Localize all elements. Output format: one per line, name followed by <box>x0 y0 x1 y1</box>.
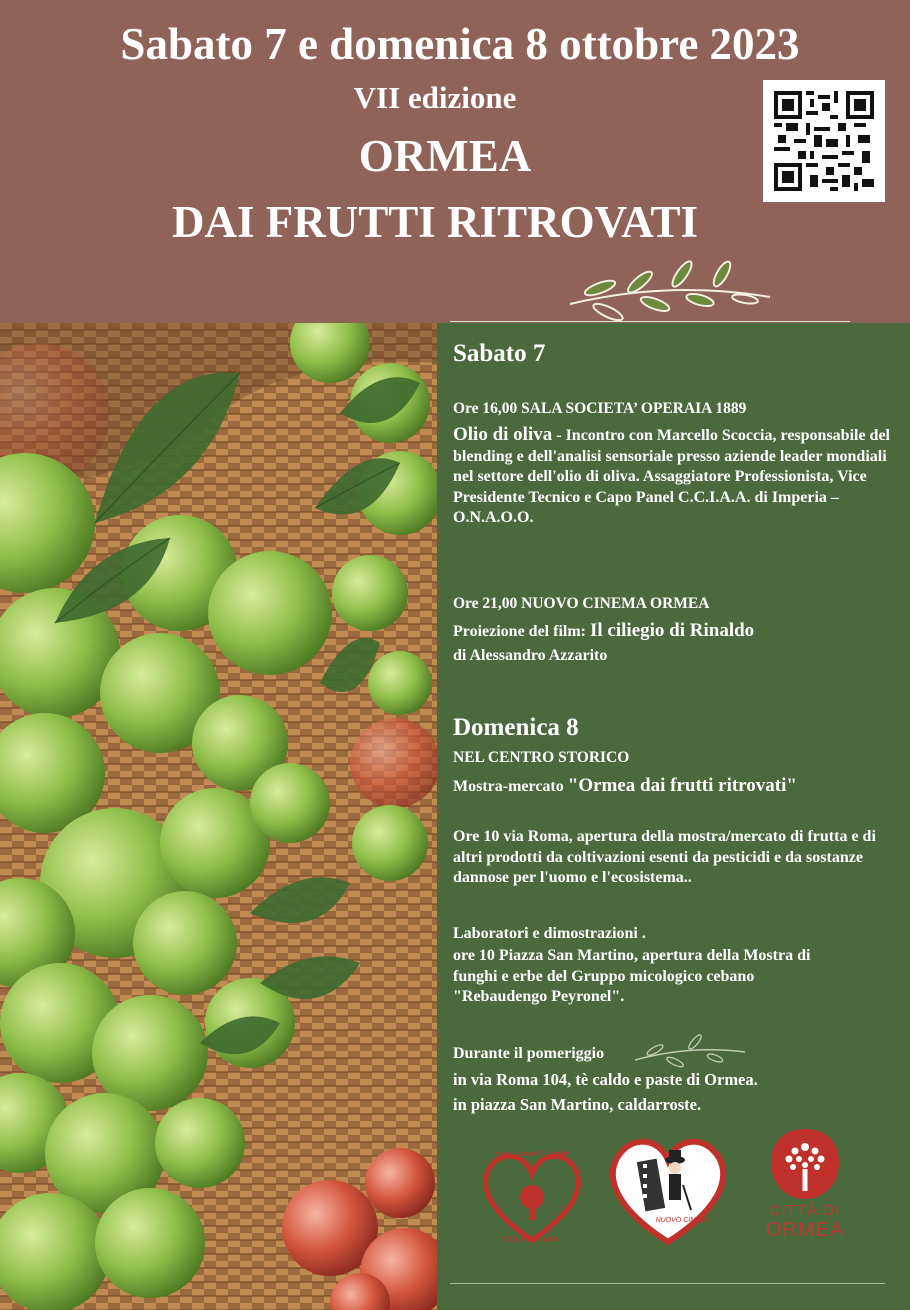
cinema-text: NUOVO CINEMA <box>655 1217 711 1224</box>
sunday-heading: Domenica 8 <box>453 714 579 741</box>
qr-code[interactable] <box>763 80 885 202</box>
association-text-bottom: L'ULMETA ODV <box>503 1235 561 1244</box>
sunday-location: NEL CENTRO STORICO <box>453 749 630 766</box>
title-line-2: DAI FRUTTI RITROVATI <box>172 197 698 247</box>
divider-bottom <box>450 1283 885 1284</box>
saturday-event2-film <box>453 620 754 642</box>
film-title: Il ciliegio di Rinaldo <box>590 620 755 641</box>
nuovo-cinema-logo <box>603 1130 733 1248</box>
film-prefix: Proiezione del film: <box>453 623 590 640</box>
afternoon-tea: in via Roma 104, tè caldo e paste di Ormea. <box>453 1070 758 1089</box>
saturday-event1-venue: Ore 16,00 SALA SOCIETA’ OPERAIA 1889 <box>453 400 747 417</box>
olive-sprig-icon <box>630 1030 750 1070</box>
divider-top <box>450 321 850 322</box>
olive-branch-icon <box>560 252 780 322</box>
citta-di-ormea-crest-icon <box>765 1125 845 1205</box>
saturday-event1-description <box>453 425 893 529</box>
edition-label: VII edizione <box>353 80 517 115</box>
qr-code-icon <box>774 91 874 191</box>
city-line-2: ORMEA <box>765 1219 845 1241</box>
association-ulmeta-logo <box>470 1142 595 1247</box>
sunday-market <box>453 775 797 797</box>
market-prefix: Mostra-mercato <box>453 778 568 795</box>
saturday-event2-venue: Ore 21,00 NUOVO CINEMA ORMEA <box>453 595 710 612</box>
afternoon-intro: Durante il pomeriggio <box>453 1045 605 1062</box>
event1-lead: Olio di oliva <box>453 424 553 445</box>
header-band <box>0 0 910 323</box>
sunday-mushrooms: ore 10 Piazza San Martino, apertura della Mostra di funghi e erbe del Gruppo micologico cebano "Rebaudengo Peyronel". <box>453 947 811 1005</box>
market-title: "Ormea dai frutti ritrovati" <box>567 775 797 796</box>
event-dates: Sabato 7 e domenica 8 ottobre 2023 <box>120 19 800 69</box>
film-director: di Alessandro Azzarito <box>453 647 608 664</box>
afternoon-chestnuts: in piazza San Martino, caldarroste. <box>453 1095 702 1114</box>
saturday-heading: Sabato 7 <box>453 340 546 367</box>
citta-di-ormea-text <box>750 1203 860 1241</box>
sunday-paragraph: Ore 10 via Roma, apertura della mostra/mercato di frutta e di altri prodotti da coltivazioni esenti da pesticidi e da sostanze dannose per l'uomo e l'ecosistema.. <box>453 828 876 886</box>
sunday-labs: Laboratori e dimostrazioni . <box>453 925 646 942</box>
event1-text: - Incontro con Marcello Scoccia, responsabile del blending e dell'analisi sensoriale presso aziende leader mondiali nel settore dell'olio di oliva. Assaggiatore Professionista, Vice Presidente Tecnico e Capo Panel C.C.I.A.A. di Imperia – O.N.A.O.O. <box>453 427 890 526</box>
apples-basket-photo <box>0 323 437 1310</box>
city-line-1: CITTÀ DI <box>769 1202 841 1219</box>
association-text-top: Associazione Culturale <box>494 1149 570 1158</box>
title-line-1: ORMEA <box>358 131 532 181</box>
